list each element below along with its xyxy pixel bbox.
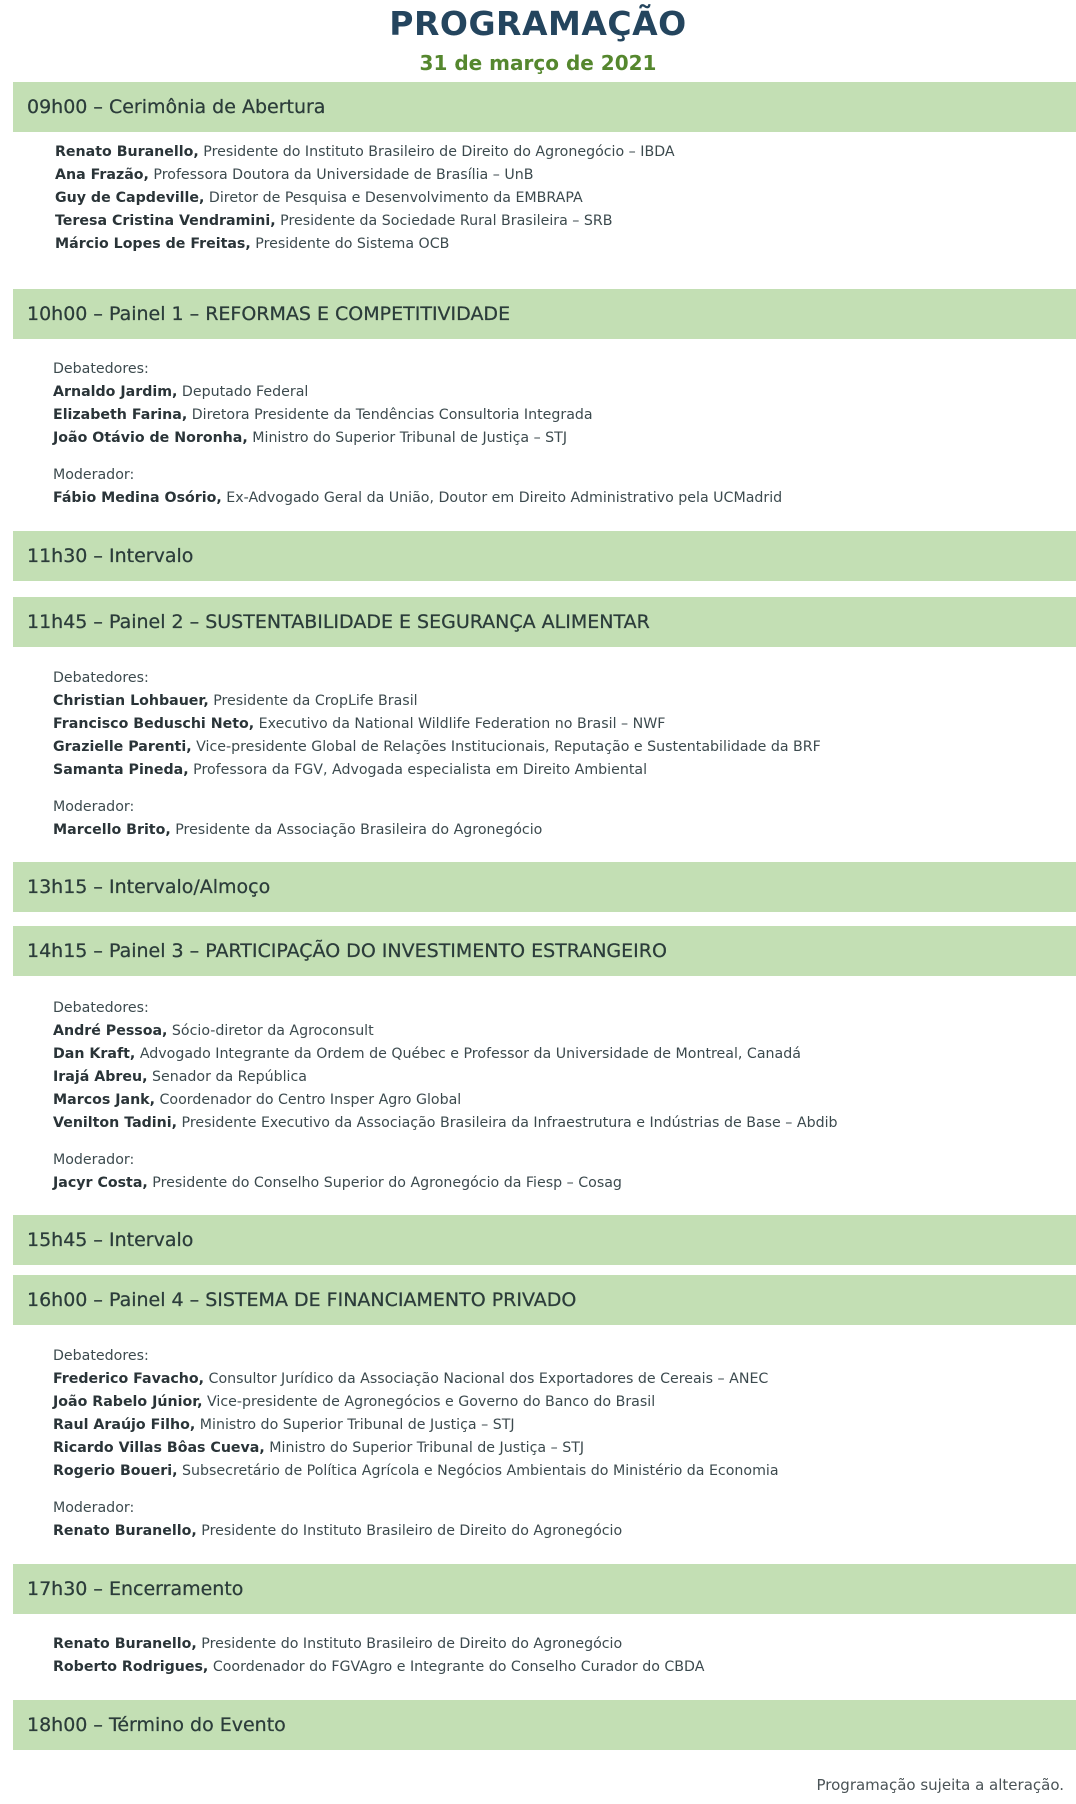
person-desc: Presidente da Associação Brasileira do Agronegócio (170, 822, 543, 838)
session-block-closing (53, 1633, 704, 1679)
event-date: 31 de março de 2021 (419, 51, 657, 75)
person-desc: Presidente do Instituto Brasileiro de Direito do Agronegócio (196, 1636, 623, 1652)
person-name: Arnaldo Jardim, (53, 384, 178, 400)
person-desc: Ministro do Superior Tribunal de Justiça – STJ (264, 1440, 585, 1456)
person-desc: Consultor Jurídico da Associação Nacional dos Exportadores de Cereais – ANEC (204, 1371, 769, 1387)
person-line (55, 164, 675, 187)
session-heading-lunch: 13h15 – Intervalo/Almoço (13, 862, 1076, 912)
person-line (53, 1460, 779, 1483)
person-desc: Presidente da CropLife Brasil (208, 693, 418, 709)
person-desc: Presidente Executivo da Associação Brasileira da Infraestrutura e Indústrias de Base – Abdib (177, 1115, 838, 1131)
person-line (53, 487, 782, 510)
person-desc: Coordenador do Centro Insper Agro Global (155, 1092, 462, 1108)
debaters-label: Debatedores: (53, 361, 149, 377)
person-desc: Coordenador do FGVAgro e Integrante do Conselho Curador do CBDA (208, 1659, 705, 1675)
person-name: Roberto Rodrigues, (53, 1659, 209, 1675)
person-line (55, 210, 675, 233)
person-desc: Ex-Advogado Geral da União, Doutor em Direito Administrativo pela UCMadrid (221, 490, 783, 506)
person-line (53, 1089, 838, 1112)
person-desc: Ministro do Superior Tribunal de Justiça – STJ (195, 1417, 515, 1433)
session-heading-closing: 17h30 – Encerramento (13, 1564, 1076, 1614)
person-line (55, 141, 675, 164)
person-desc: Sócio-diretor da Agroconsult (167, 1023, 374, 1039)
person-desc: Presidente da Sociedade Rural Brasileira – SRB (275, 213, 613, 229)
person-name: Frederico Favacho, (53, 1371, 205, 1387)
person-name: João Otávio de Noronha, (53, 430, 248, 446)
person-name: Ana Frazão, (55, 167, 149, 183)
person-name: Elizabeth Farina, (53, 407, 188, 423)
person-desc: Professora Doutora da Universidade de Brasília – UnB (148, 167, 534, 183)
person-line (55, 187, 675, 210)
person-desc: Subsecretário de Política Agrícola e Negócios Ambientais do Ministério da Economia (177, 1463, 779, 1479)
session-heading-end: 18h00 – Término do Evento (13, 1700, 1076, 1750)
person-desc: Presidente do Conselho Superior do Agronegócio da Fiesp – Cosag (147, 1175, 622, 1191)
session-block-panel-1 (53, 358, 782, 510)
person-desc: Presidente do Sistema OCB (250, 236, 450, 252)
person-line (55, 233, 675, 256)
person-name: Dan Kraft, (53, 1046, 136, 1062)
person-name: Guy de Capdeville, (55, 190, 205, 206)
person-line (53, 1437, 779, 1460)
person-line (53, 1112, 838, 1135)
person-name: Christian Lohbauer, (53, 693, 209, 709)
session-heading-panel-4: 16h00 – Painel 4 – SISTEMA DE FINANCIAMENTO PRIVADO (13, 1275, 1076, 1325)
session-heading-panel-1: 10h00 – Painel 1 – REFORMAS E COMPETITIVIDADE (13, 289, 1076, 339)
person-line (53, 1066, 838, 1089)
person-name: Francisco Beduschi Neto, (53, 716, 255, 732)
session-heading-break-1: 11h30 – Intervalo (13, 531, 1076, 581)
person-line (53, 690, 821, 713)
person-name: Marcos Jank, (53, 1092, 156, 1108)
person-name: João Rabelo Júnior, (53, 1394, 203, 1410)
person-line (53, 713, 821, 736)
person-name: Renato Buranello, (53, 1523, 197, 1539)
person-name: Renato Buranello, (53, 1636, 197, 1652)
person-desc: Senador da República (147, 1069, 307, 1085)
session-heading-panel-3: 14h15 – Painel 3 – PARTICIPAÇÃO DO INVESTIMENTO ESTRANGEIRO (13, 926, 1076, 976)
person-name: Ricardo Villas Bôas Cueva, (53, 1440, 265, 1456)
person-name: Irajá Abreu, (53, 1069, 148, 1085)
person-desc: Professora da FGV, Advogada especialista em Direito Ambiental (188, 762, 648, 778)
person-desc: Vice-presidente de Agronegócios e Governo do Banco do Brasil (202, 1394, 656, 1410)
moderator-label: Moderador: (53, 467, 135, 483)
person-name: Teresa Cristina Vendramini, (55, 213, 276, 229)
person-line (53, 1043, 838, 1066)
person-line (53, 1020, 838, 1043)
person-name: Samanta Pineda, (53, 762, 189, 778)
person-desc: Deputado Federal (177, 384, 309, 400)
person-line (53, 381, 782, 404)
person-desc: Diretora Presidente da Tendências Consultoria Integrada (187, 407, 593, 423)
person-name: Jacyr Costa, (53, 1175, 148, 1191)
person-line (53, 1520, 779, 1543)
debaters-label: Debatedores: (53, 670, 149, 686)
person-name: André Pessoa, (53, 1023, 168, 1039)
footnote: Programação sujeita a alteração. (816, 1776, 1064, 1794)
person-line (53, 1391, 779, 1414)
person-desc: Ministro do Superior Tribunal de Justiça – STJ (247, 430, 568, 446)
person-line (53, 1656, 704, 1679)
person-name: Rogerio Boueri, (53, 1463, 178, 1479)
page-title: PROGRAMAÇÃO (389, 4, 687, 43)
person-desc: Executivo da National Wildlife Federation no Brasil – NWF (254, 716, 666, 732)
person-line (53, 819, 821, 842)
session-block-panel-4 (53, 1345, 779, 1543)
person-desc: Vice-presidente Global de Relações Institucionais, Reputação e Sustentabilidade da BRF (191, 739, 821, 755)
person-desc: Presidente do Instituto Brasileiro de Direito do Agronegócio (196, 1523, 623, 1539)
session-heading-panel-2: 11h45 – Painel 2 – SUSTENTABILIDADE E SEGURANÇA ALIMENTAR (13, 597, 1076, 647)
person-name: Márcio Lopes de Freitas, (55, 236, 251, 252)
person-line (53, 1414, 779, 1437)
person-desc: Diretor de Pesquisa e Desenvolvimento da EMBRAPA (204, 190, 583, 206)
person-line (53, 736, 821, 759)
moderator-label: Moderador: (53, 1152, 135, 1168)
person-line (53, 427, 782, 450)
moderator-label: Moderador: (53, 1500, 135, 1516)
session-heading-opening: 09h00 – Cerimônia de Abertura (13, 82, 1076, 132)
person-line (53, 759, 821, 782)
session-block-panel-3 (53, 997, 838, 1195)
person-name: Fábio Medina Osório, (53, 490, 222, 506)
person-desc: Presidente do Instituto Brasileiro de Direito do Agronegócio – IBDA (198, 144, 675, 160)
debaters-label: Debatedores: (53, 1000, 149, 1016)
person-line (53, 1172, 838, 1195)
person-name: Raul Araújo Filho, (53, 1417, 196, 1433)
session-heading-break-2: 15h45 – Intervalo (13, 1215, 1076, 1265)
person-line (53, 1368, 779, 1391)
person-name: Grazielle Parenti, (53, 739, 192, 755)
person-line (53, 1633, 704, 1656)
person-name: Marcello Brito, (53, 822, 171, 838)
person-desc: Advogado Integrante da Ordem de Québec e Professor da Universidade de Montreal, Canadá (135, 1046, 801, 1062)
debaters-label: Debatedores: (53, 1348, 149, 1364)
moderator-label: Moderador: (53, 799, 135, 815)
session-block-opening (55, 141, 675, 256)
person-name: Venilton Tadini, (53, 1115, 178, 1131)
person-line (53, 404, 782, 427)
session-block-panel-2 (53, 667, 821, 842)
page-header (0, 0, 1076, 76)
person-name: Renato Buranello, (55, 144, 199, 160)
